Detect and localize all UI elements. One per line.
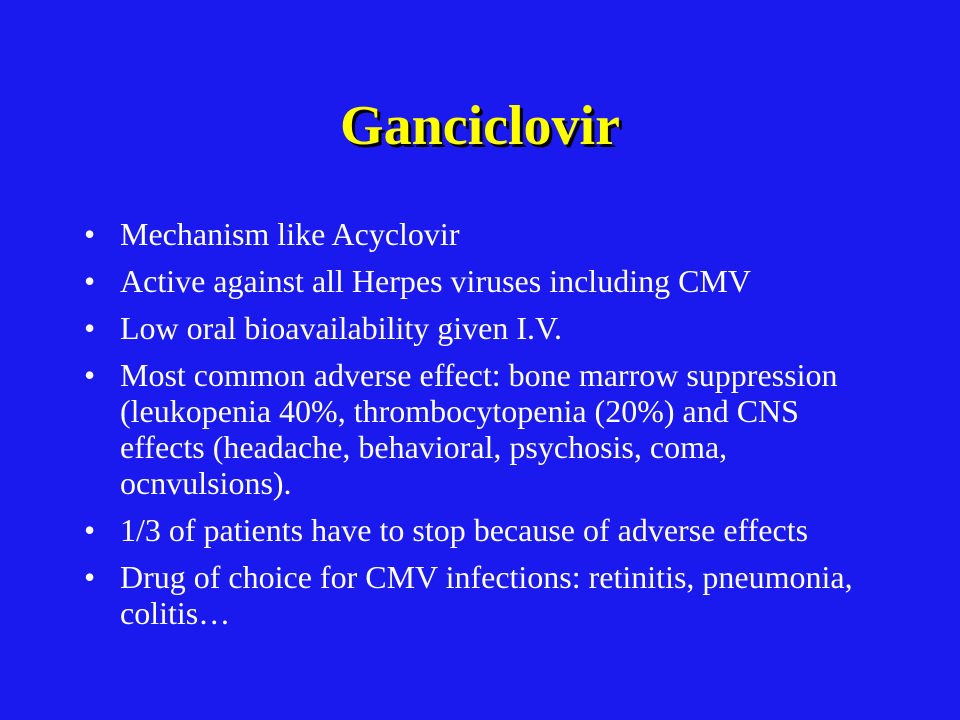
bullet-item	[84, 357, 884, 501]
bullet-list	[84, 216, 884, 642]
bullet-text: 1/3 of patients have to stop because of adverse effects	[120, 512, 809, 548]
bullet-text: Mechanism like Acyclovir	[120, 216, 460, 252]
bullet-item	[84, 512, 884, 548]
slide-title: Ganciclovir	[340, 95, 620, 157]
bullet-item	[84, 216, 884, 252]
bullet-icon: •	[84, 263, 96, 299]
bullet-item	[84, 559, 884, 631]
bullet-icon: •	[84, 559, 96, 595]
bullet-icon: •	[84, 310, 96, 346]
bullet-icon: •	[84, 216, 96, 252]
bullet-item	[84, 263, 884, 299]
bullet-text: Most common adverse effect: bone marrow suppression (leukopenia 40%, thrombocytopenia (20%) and CNS effects (headache, behavioral, psychosis, coma, ocnvulsions).	[120, 357, 838, 501]
bullet-item	[84, 310, 884, 346]
bullet-text: Drug of choice for CMV infections: retinitis, pneumonia, colitis…	[120, 559, 853, 631]
bullet-icon: •	[84, 512, 96, 548]
bullet-text: Low oral bioavailability given I.V.	[120, 310, 562, 346]
bullet-text: Active against all Herpes viruses including CMV	[120, 263, 751, 299]
bullet-icon: •	[84, 357, 96, 393]
